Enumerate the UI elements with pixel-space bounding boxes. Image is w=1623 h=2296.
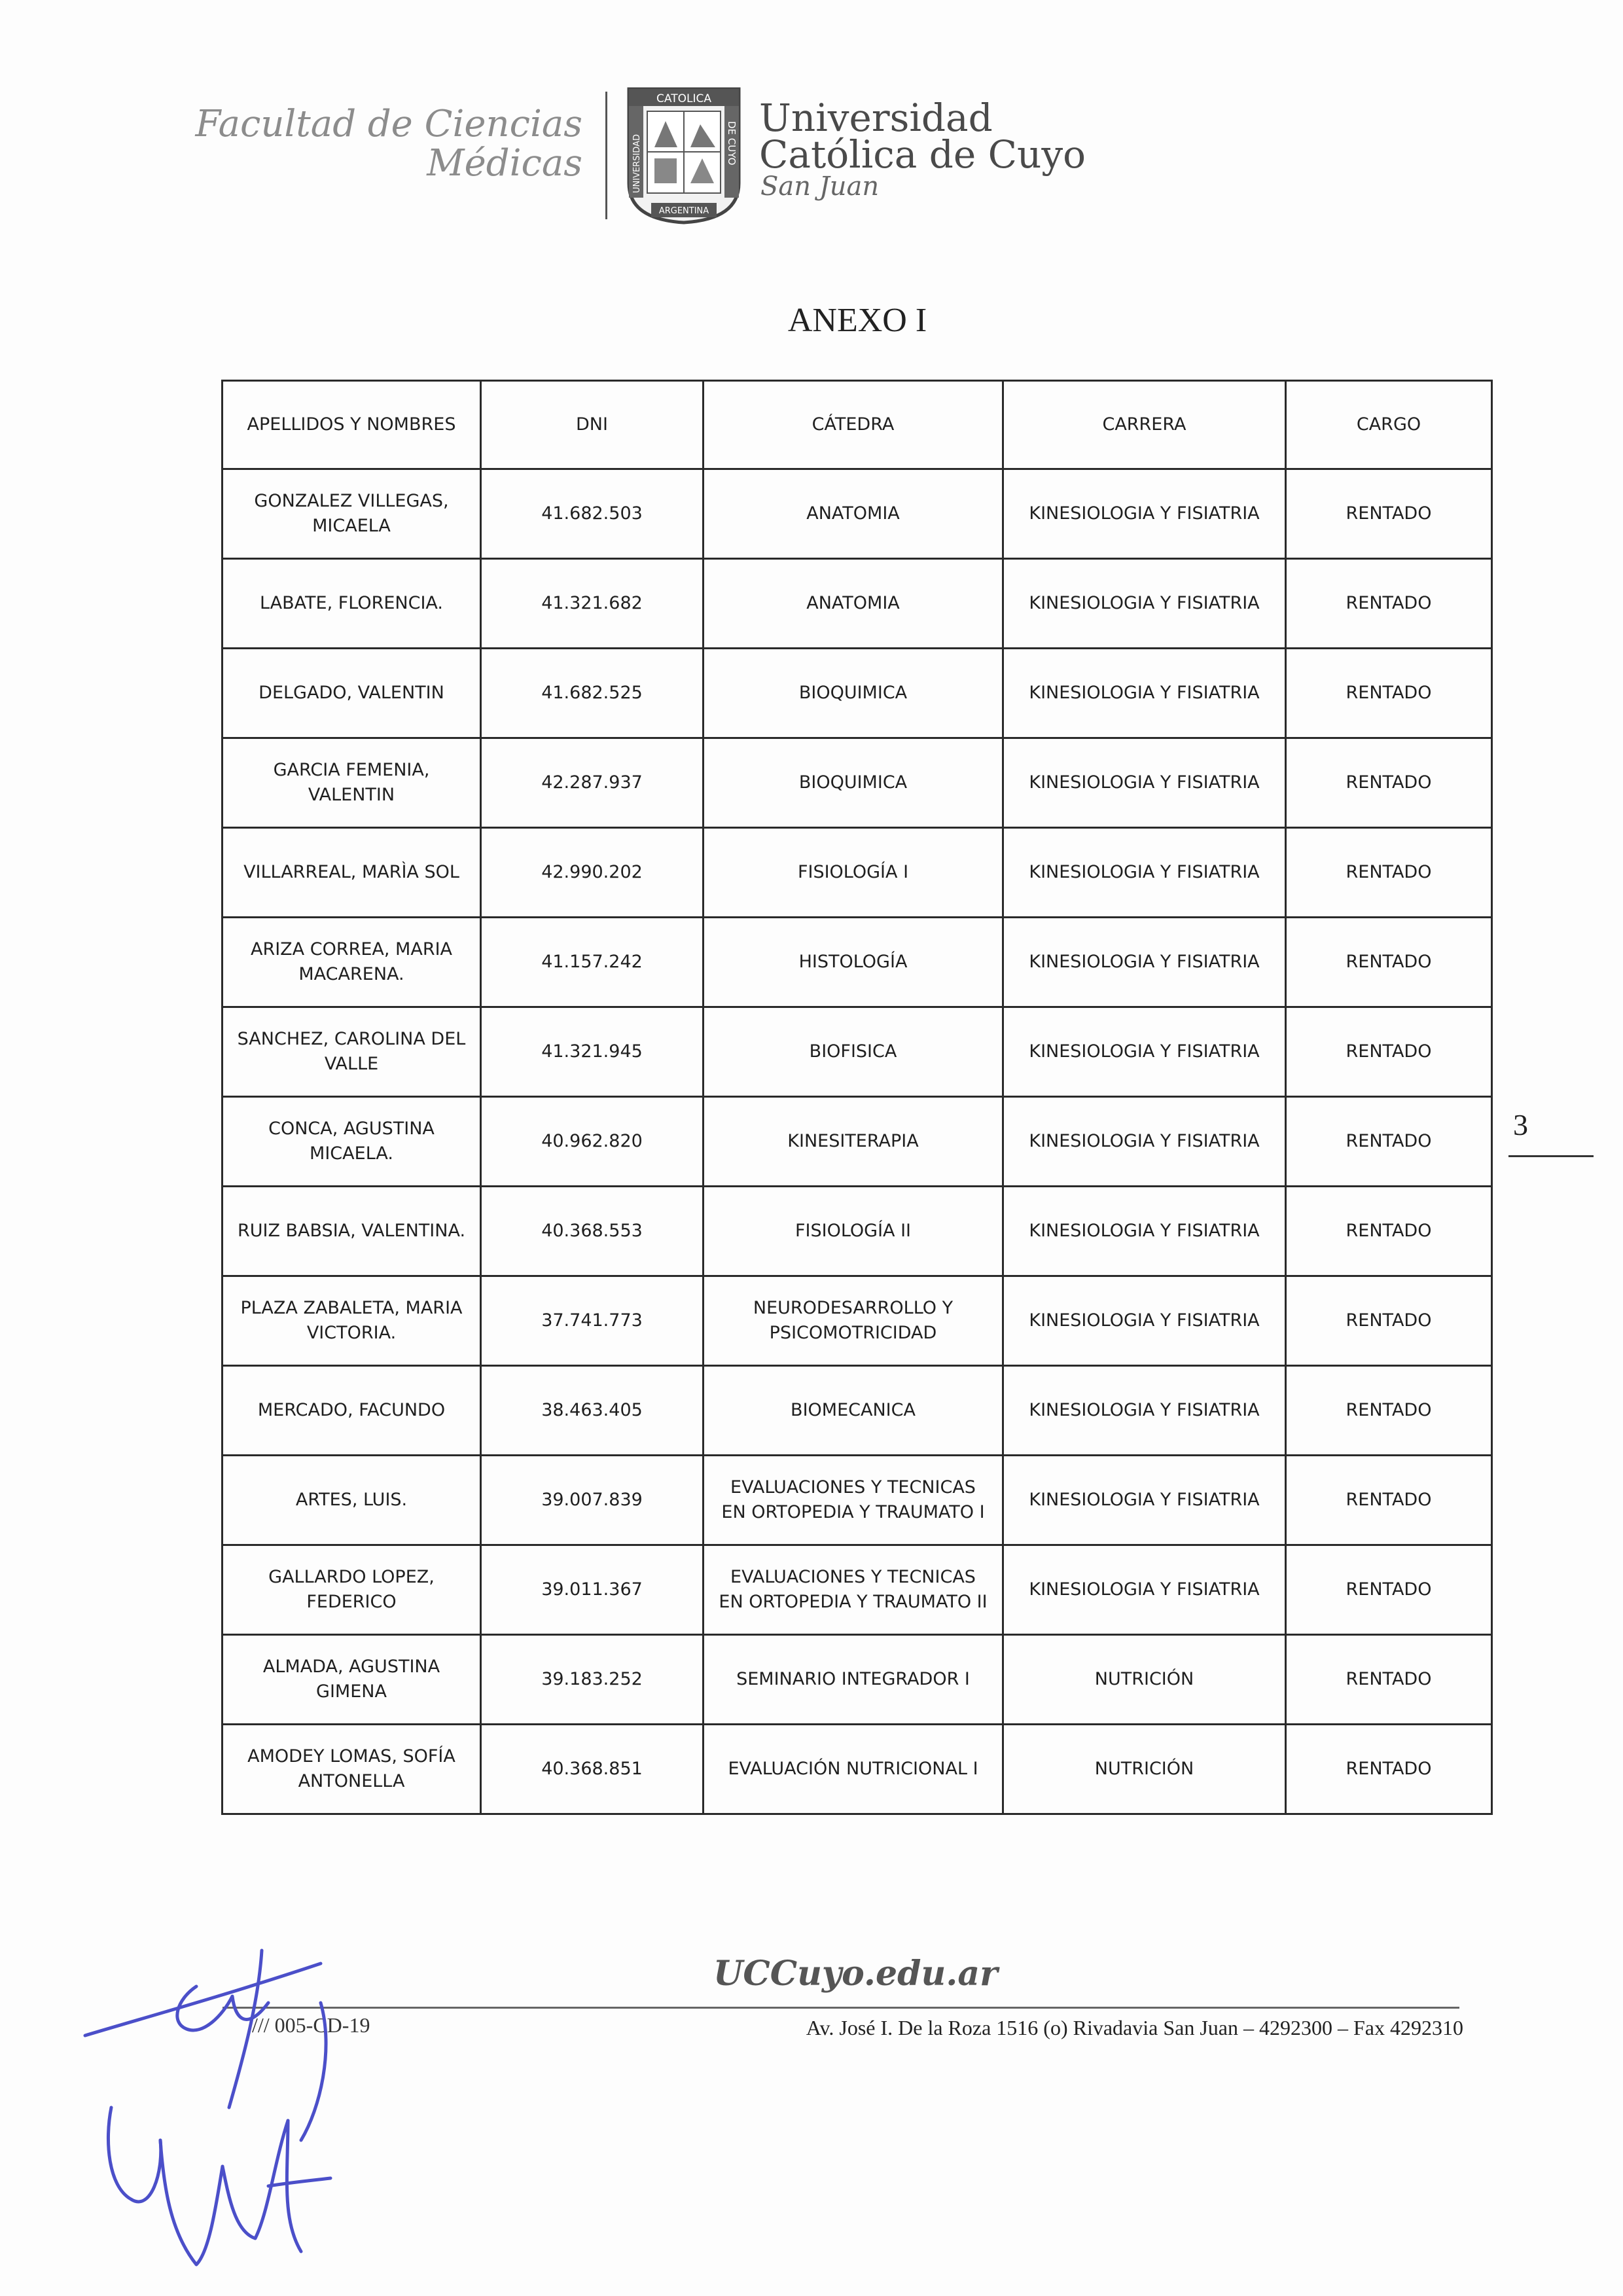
cell-dni: 42.990.202 [481, 828, 704, 918]
table-row [223, 1276, 1492, 1366]
cell-cargo: RENTADO [1286, 1366, 1492, 1456]
cell-cargo: RENTADO [1286, 1456, 1492, 1545]
cell-nombre: ARIZA CORREA, MARIA MACARENA. [223, 918, 481, 1007]
cell-dni: 38.463.405 [481, 1366, 704, 1456]
cell-carrera: KINESIOLOGIA Y FISIATRIA [1003, 1366, 1286, 1456]
cell-cargo: RENTADO [1286, 649, 1492, 738]
annex-table [221, 380, 1493, 1815]
cell-catedra: BIOQUIMICA [704, 649, 1003, 738]
cell-carrera: KINESIOLOGIA Y FISIATRIA [1003, 559, 1286, 649]
footer-divider [223, 2007, 1459, 2009]
cell-catedra: FISIOLOGÍA II [704, 1187, 1003, 1276]
cell-cargo: RENTADO [1286, 1635, 1492, 1725]
cell-catedra: EVALUACIÓN NUTRICIONAL I [704, 1725, 1003, 1814]
table-row [223, 1635, 1492, 1725]
cell-catedra: BIOMECANICA [704, 1366, 1003, 1456]
cell-nombre: ARTES, LUIS. [223, 1456, 481, 1545]
faculty-name-line1: Facultad de Ciencias [195, 103, 582, 145]
svg-text:ARGENTINA: ARGENTINA [658, 206, 709, 216]
cell-carrera: KINESIOLOGIA Y FISIATRIA [1003, 1007, 1286, 1097]
university-name-line2: Católica de Cuyo [759, 132, 1086, 177]
table-row [223, 1097, 1492, 1187]
cell-carrera: KINESIOLOGIA Y FISIATRIA [1003, 738, 1286, 828]
table-row [223, 1366, 1492, 1456]
cell-carrera: NUTRICIÓN [1003, 1725, 1286, 1814]
cell-cargo: RENTADO [1286, 828, 1492, 918]
table-row [223, 828, 1492, 918]
cell-carrera: KINESIOLOGIA Y FISIATRIA [1003, 1456, 1286, 1545]
cell-dni: 40.962.820 [481, 1097, 704, 1187]
cell-dni: 40.368.851 [481, 1725, 704, 1814]
svg-text:DE CUYO: DE CUYO [726, 121, 738, 166]
cell-nombre: AMODEY LOMAS, SOFÍA ANTONELLA [223, 1725, 481, 1814]
cell-carrera: KINESIOLOGIA Y FISIATRIA [1003, 918, 1286, 1007]
cell-dni: 39.007.839 [481, 1456, 704, 1545]
cell-carrera: KINESIOLOGIA Y FISIATRIA [1003, 1097, 1286, 1187]
cell-nombre: SANCHEZ, CAROLINA DEL VALLE [223, 1007, 481, 1097]
cell-cargo: RENTADO [1286, 559, 1492, 649]
cell-carrera: KINESIOLOGIA Y FISIATRIA [1003, 828, 1286, 918]
cell-cargo: RENTADO [1286, 1007, 1492, 1097]
cell-cargo: RENTADO [1286, 738, 1492, 828]
university-city: San Juan [760, 171, 880, 202]
table-row [223, 1545, 1492, 1635]
cell-cargo: RENTADO [1286, 1725, 1492, 1814]
cell-dni: 40.368.553 [481, 1187, 704, 1276]
cell-cargo: RENTADO [1286, 1097, 1492, 1187]
cell-dni: 42.287.937 [481, 738, 704, 828]
table-row [223, 1456, 1492, 1545]
table-row [223, 1725, 1492, 1814]
cell-carrera: KINESIOLOGIA Y FISIATRIA [1003, 469, 1286, 559]
cell-dni: 39.011.367 [481, 1545, 704, 1635]
footer-website: UCCuyo.edu.ar [713, 1954, 998, 1994]
table-row [223, 1187, 1492, 1276]
table-row [223, 469, 1492, 559]
column-header-catedra: CÁTEDRA [704, 381, 1003, 469]
cell-carrera: KINESIOLOGIA Y FISIATRIA [1003, 649, 1286, 738]
cell-cargo: RENTADO [1286, 918, 1492, 1007]
svg-text:UNIVERSIDAD: UNIVERSIDAD [632, 134, 642, 193]
column-header-carrera: CARRERA [1003, 381, 1286, 469]
cell-dni: 39.183.252 [481, 1635, 704, 1725]
header-divider [605, 92, 607, 219]
page-number-rule [1508, 1155, 1594, 1157]
cell-nombre: LABATE, FLORENCIA. [223, 559, 481, 649]
cell-nombre: DELGADO, VALENTIN [223, 649, 481, 738]
cell-catedra: EVALUACIONES Y TECNICAS EN ORTOPEDIA Y TRAUMATO I [704, 1456, 1003, 1545]
cell-dni: 41.321.682 [481, 559, 704, 649]
cell-cargo: RENTADO [1286, 1545, 1492, 1635]
column-header-cargo: CARGO [1286, 381, 1492, 469]
table-body [223, 469, 1492, 1814]
cell-catedra: NEURODESARROLLO Y PSICOMOTRICIDAD [704, 1276, 1003, 1366]
footer-resolution-code: /// 005-CD-19 [252, 2013, 370, 2037]
cell-catedra: SEMINARIO INTEGRADOR I [704, 1635, 1003, 1725]
cell-carrera: KINESIOLOGIA Y FISIATRIA [1003, 1187, 1286, 1276]
cell-dni: 41.682.525 [481, 649, 704, 738]
cell-nombre: VILLARREAL, MARÌA SOL [223, 828, 481, 918]
cell-catedra: FISIOLOGÍA I [704, 828, 1003, 918]
footer-address: Av. José I. De la Roza 1516 (o) Rivadavia San Juan – 4292300 – Fax 4292310 [806, 2016, 1463, 2039]
cell-catedra: ANATOMIA [704, 469, 1003, 559]
faculty-name-line2: Médicas [427, 142, 582, 185]
university-name [759, 96, 1086, 177]
cell-carrera: KINESIOLOGIA Y FISIATRIA [1003, 1276, 1286, 1366]
table-row [223, 918, 1492, 1007]
cell-nombre: GALLARDO LOPEZ, FEDERICO [223, 1545, 481, 1635]
cell-catedra: HISTOLOGÍA [704, 918, 1003, 1007]
cell-nombre: CONCA, AGUSTINA MICAELA. [223, 1097, 481, 1187]
table-row [223, 1007, 1492, 1097]
cell-catedra: BIOQUIMICA [704, 738, 1003, 828]
table-row [223, 738, 1492, 828]
cell-catedra: KINESITERAPIA [704, 1097, 1003, 1187]
cell-nombre: ALMADA, AGUSTINA GIMENA [223, 1635, 481, 1725]
cell-catedra: BIOFISICA [704, 1007, 1003, 1097]
column-header-nombre: APELLIDOS Y NOMBRES [223, 381, 481, 469]
cell-catedra: EVALUACIONES Y TECNICAS EN ORTOPEDIA Y TRAUMATO II [704, 1545, 1003, 1635]
svg-text:CATOLICA: CATOLICA [656, 92, 711, 105]
cell-nombre: GARCIA FEMENIA, VALENTIN [223, 738, 481, 828]
university-crest-icon [625, 85, 743, 226]
column-header-dni: DNI [481, 381, 704, 469]
cell-nombre: PLAZA ZABALETA, MARIA VICTORIA. [223, 1276, 481, 1366]
table-header-row [223, 381, 1492, 469]
cell-carrera: KINESIOLOGIA Y FISIATRIA [1003, 1545, 1286, 1635]
cell-dni: 37.741.773 [481, 1276, 704, 1366]
cell-cargo: RENTADO [1286, 469, 1492, 559]
cell-nombre: MERCADO, FACUNDO [223, 1366, 481, 1456]
cell-cargo: RENTADO [1286, 1187, 1492, 1276]
cell-dni: 41.682.503 [481, 469, 704, 559]
handwritten-signature [72, 1924, 399, 2291]
cell-catedra: ANATOMIA [704, 559, 1003, 649]
page-number: 3 [1513, 1108, 1528, 1141]
table-row [223, 559, 1492, 649]
table-row [223, 649, 1492, 738]
cell-nombre: GONZALEZ VILLEGAS, MICAELA [223, 469, 481, 559]
cell-dni: 41.157.242 [481, 918, 704, 1007]
university-name-line1: Universidad [759, 96, 993, 140]
cell-dni: 41.321.945 [481, 1007, 704, 1097]
cell-cargo: RENTADO [1286, 1276, 1492, 1366]
cell-carrera: NUTRICIÓN [1003, 1635, 1286, 1725]
document-title: ANEXO I [787, 302, 927, 339]
cell-nombre: RUIZ BABSIA, VALENTINA. [223, 1187, 481, 1276]
faculty-name [164, 105, 582, 183]
